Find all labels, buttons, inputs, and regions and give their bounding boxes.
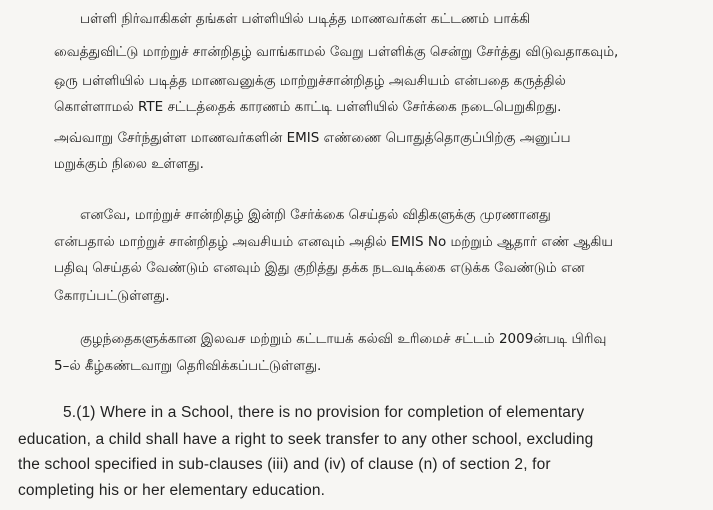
text-line: ஒரு பள்ளியில் படித்த மாணவனுக்கு மாற்றுச்சான்றிதழ் அவசியம் என்பதை கருத்தில் [54,73,566,89]
text-line: education, a child shall have a right to seek transfer to any other school, excluding [18,431,594,448]
text-line: பதிவு செய்தல் வேண்டும் எனவும் இது குறித்து தக்க நடவடிக்கை எடுக்க வேண்டும் என [54,260,585,276]
text-line: வைத்துவிட்டு மாற்றுச் சான்றிதழ் வாங்காமல் வேறு பள்ளிக்கு சென்று சேர்த்து விடுவதாகவும், [54,44,619,60]
text-line: என்பதால் மாற்றுச் சான்றிதழ் அவசியம் எனவும் அதில் EMIS No மற்றும் ஆதார் எண் ஆகிய [54,234,613,250]
text-line: கொள்ளாமல் RTE சட்டத்தைக் காரணம் காட்டி பள்ளியில் சேர்க்கை நடைபெறுகிறது. [54,99,562,115]
text-line: 5.(1) Where in a School, there is no provision for completion of elementary [63,404,585,421]
text-line: மறுக்கும் நிலை உள்ளது. [54,156,204,172]
text-line: கோரப்பட்டுள்ளது. [54,288,170,304]
text-line: completing his or her elementary education. [18,482,326,499]
text-line: குழந்தைகளுக்கான இலவச மற்றும் கட்டாயக் கல்வி உரிமைச் சட்டம் 2009ன்படி பிரிவு [80,331,607,347]
text-line: அவ்வாறு சேர்ந்துள்ள மாணவர்களின் EMIS எண்ணை பொதுத்தொகுப்பிற்கு அனுப்ப [54,130,571,146]
text-line: எனவே, மாற்றுச் சான்றிதழ் இன்றி சேர்க்கை செய்தல் விதிகளுக்கு முரணானது [80,207,551,223]
text-line: பள்ளி நிர்வாகிகள் தங்கள் பள்ளியில் படித்த மாணவர்கள் கட்டணம் பாக்கி [80,11,531,27]
text-line: the school specified in sub-clauses (iii) and (iv) of clause (n) of section 2, for [18,456,551,473]
text-line: 5–ல் கீழ்கண்டவாறு தெரிவிக்கப்பட்டுள்ளது. [54,358,322,374]
